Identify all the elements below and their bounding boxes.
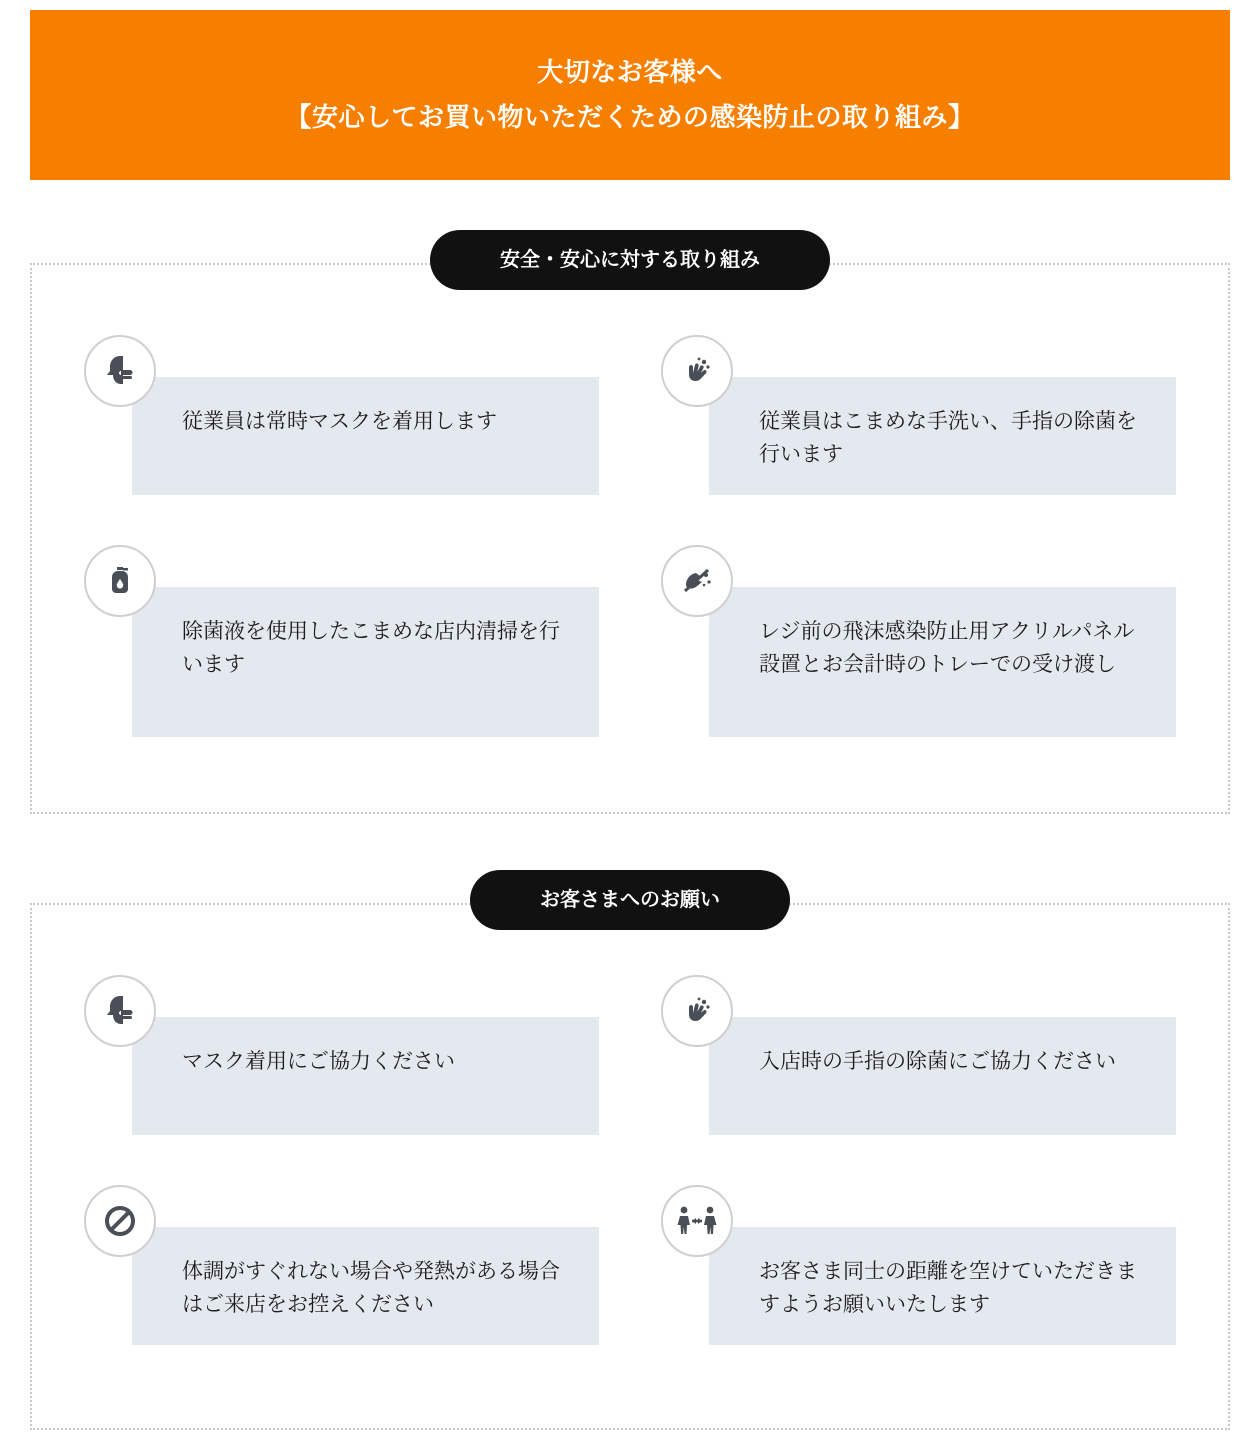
hand-wash-icon — [661, 335, 733, 407]
list-item-label: レジ前の飛沫感染防止用アクリルパネル設置とお会計時のトレーでの受け渡し — [759, 620, 1135, 677]
section-title-pill: お客さまへのお願い — [470, 870, 790, 930]
item-box — [709, 587, 1176, 737]
section-customer-requests — [30, 889, 1230, 1430]
item-box — [132, 377, 599, 495]
item-box — [709, 1227, 1176, 1345]
section-store-measures — [30, 249, 1230, 814]
list-item-label: 従業員は常時マスクを着用します — [182, 410, 497, 433]
list-item-label: お客さま同士の距離を空けていただきますようお願いいたします — [759, 1260, 1137, 1317]
social-distance-icon — [661, 1185, 733, 1257]
list-item — [661, 975, 1176, 1145]
item-box — [132, 1017, 599, 1135]
section-title-pill: 安全・安心に対する取り組み — [430, 230, 830, 290]
banner-title-line-1: 大切なお客様へ — [537, 56, 723, 87]
prohibited-icon — [84, 1185, 156, 1257]
list-item — [661, 1185, 1176, 1355]
item-box — [132, 587, 599, 737]
request-grid — [84, 975, 1176, 1355]
measure-grid — [84, 335, 1176, 715]
list-item-label: マスク着用にご協力ください — [182, 1050, 455, 1073]
list-item — [661, 335, 1176, 505]
item-box — [132, 1227, 599, 1345]
mask-icon — [84, 335, 156, 407]
list-item — [84, 545, 599, 715]
item-box — [709, 1017, 1176, 1135]
list-item-label: 体調がすぐれない場合や発熱がある場合はご来店をお控えください — [182, 1260, 560, 1317]
list-item — [84, 1185, 599, 1355]
list-item — [661, 545, 1176, 715]
mask-icon — [84, 975, 156, 1047]
no-droplets-icon — [661, 545, 733, 617]
list-item — [84, 335, 599, 505]
list-item-label: 従業員はこまめな手洗い、手指の除菌を行います — [759, 410, 1137, 467]
list-item-label: 入店時の手指の除菌にご協力ください — [759, 1050, 1116, 1073]
list-item-label: 除菌液を使用したこまめな店内清掃を行います — [182, 620, 560, 677]
item-box — [709, 377, 1176, 495]
banner-title-line-2: 【安心してお買い物いただくための感染防止の取り組み】 — [285, 102, 975, 132]
header-banner — [30, 10, 1230, 180]
hand-wash-icon — [661, 975, 733, 1047]
sanitizer-bottle-icon — [84, 545, 156, 617]
list-item — [84, 975, 599, 1145]
